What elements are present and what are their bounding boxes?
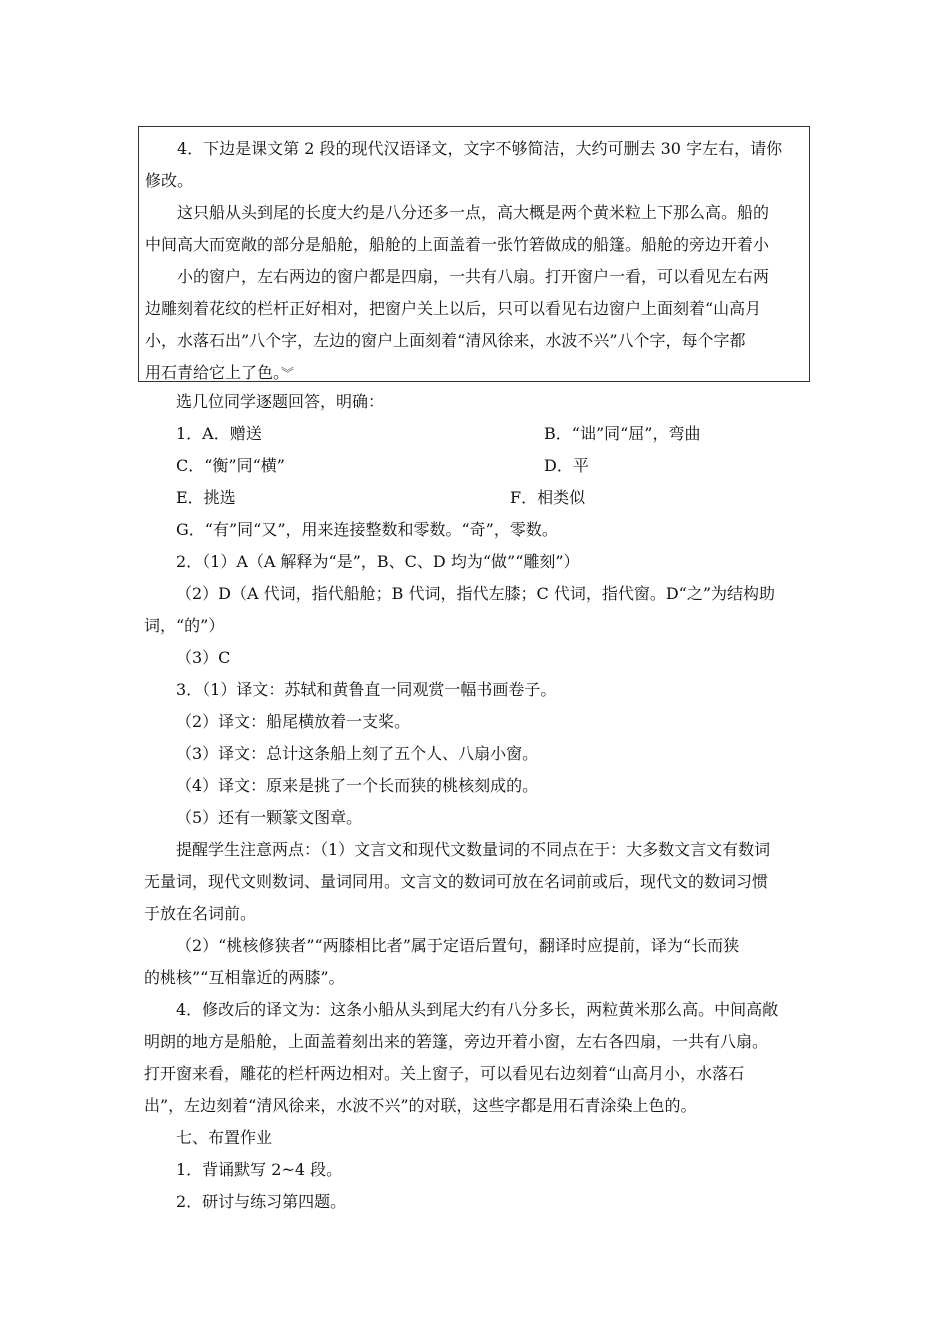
box-line-text: 用石青给它上了色。 [145,363,282,382]
q2-line: 词，“的”） [144,616,225,635]
q4-line: 打开窗来看，雕花的栏杆两边相对。关上窗子，可以看见右边刻着“山高月小，水落石 [144,1064,745,1083]
box-line: 边雕刻着花纹的栏杆正好相对，把窗户关上以后，只可以看见右边窗户上面刻着“山高月 [145,299,762,318]
remind-line: 无量词，现代文则数词、量词同用。文言文的数词可放在名词前或后，现代文的数词习惯 [144,872,769,891]
answer-d: D．平 [544,456,589,475]
q3-line: （4）译文：原来是挑了一个长而狭的桃核刻成的。 [176,776,539,795]
q3-line: （3）译文：总计这条船上刻了五个人、八扇小窗。 [176,744,539,763]
homework-heading: 七、布置作业 [176,1128,273,1147]
homework-item: 2．研讨与练习第四题。 [176,1192,347,1211]
answer-row [144,482,812,514]
remind-line: 于放在名词前。 [144,904,257,923]
remind-line: 提醒学生注意两点：（1）文言文和现代文数量词的不同点在于：大多数文言文有数词 [176,840,771,859]
q3-line: （2）译文：船尾横放着一支桨。 [176,712,411,731]
q4-line: 出”，左边刻着“清风徐来，水波不兴”的对联，这些字都是用石青涂染上色的。 [144,1096,697,1115]
answer-b: B．“诎”同“屈”，弯曲 [544,424,701,443]
q3-line: 3．（1）译文：苏轼和黄鲁直一同观赏一幅书画卷子。 [176,680,557,699]
box-line: 小，水落石出”八个字，左边的窗户上面刻着“清风徐来，水波不兴”八个字，每个字都 [145,331,746,350]
answer-f: F．相类似 [510,488,586,507]
q2-line: 2．（1）A（A 解释为“是”，B、C、D 均为“做”“雕刻”） [176,552,580,571]
answer-row [144,418,812,450]
box-line: 小的窗户，左右两边的窗户都是四扇，一共有八扇。打开窗户一看，可以看见左右两 [177,267,770,286]
remind-line: 的桃核”“互相靠近的两膝”。 [144,968,345,987]
q2-line: （3）C [176,648,231,667]
answer-c: C．“衡”同“横” [176,456,285,475]
q2-line: （2）D（A 代词，指代船舱；B 代词，指代左膝；C 代词，指代窗。D“之”为结构助 [176,584,776,603]
intro-text: 选几位同学逐题回答，明确： [176,392,385,411]
q4-line: 4．修改后的译文为：这条小船从头到尾大约有八分多长，两粒黄米那么高。中间高敞 [176,1000,779,1019]
box-line: 这只船从头到尾的长度大约是八分还多一点，高大概是两个黄米粒上下那么高。船的 [177,203,770,222]
answer-section [144,386,812,1218]
q4-line: 明朗的地方是船舱，上面盖着刻出来的箬篷，旁边开着小窗，左右各四扇，一共有八扇。 [144,1032,769,1051]
box-line: 修改。 [145,171,194,190]
remind-line: （2）“桃核修狭者”“两膝相比者”属于定语后置句，翻译时应提前，译为“长而狭 [176,936,740,955]
answer-e: E．挑选 [176,488,236,507]
exercise-box [138,126,810,382]
box-line: 中间高大而宽敞的部分是船舱，船舱的上面盖着一张竹箬做成的船篷。船舱的旁边开着小 [145,235,770,254]
homework-item: 1．背诵默写 2~4 段。 [176,1160,343,1179]
answer-a: 1．A．赠送 [176,424,262,443]
box-line: 4．下边是课文第 2 段的现代汉语译文，文字不够简洁，大约可删去 30 字左右，请你 [177,139,783,158]
end-mark-icon: ︾ [281,367,295,382]
q3-line: （5）还有一颗篆文图章。 [176,808,363,827]
answer-g: G．“有”同“又”，用来连接整数和零数。“奇”，零数。 [176,520,558,539]
answer-row [144,450,812,482]
